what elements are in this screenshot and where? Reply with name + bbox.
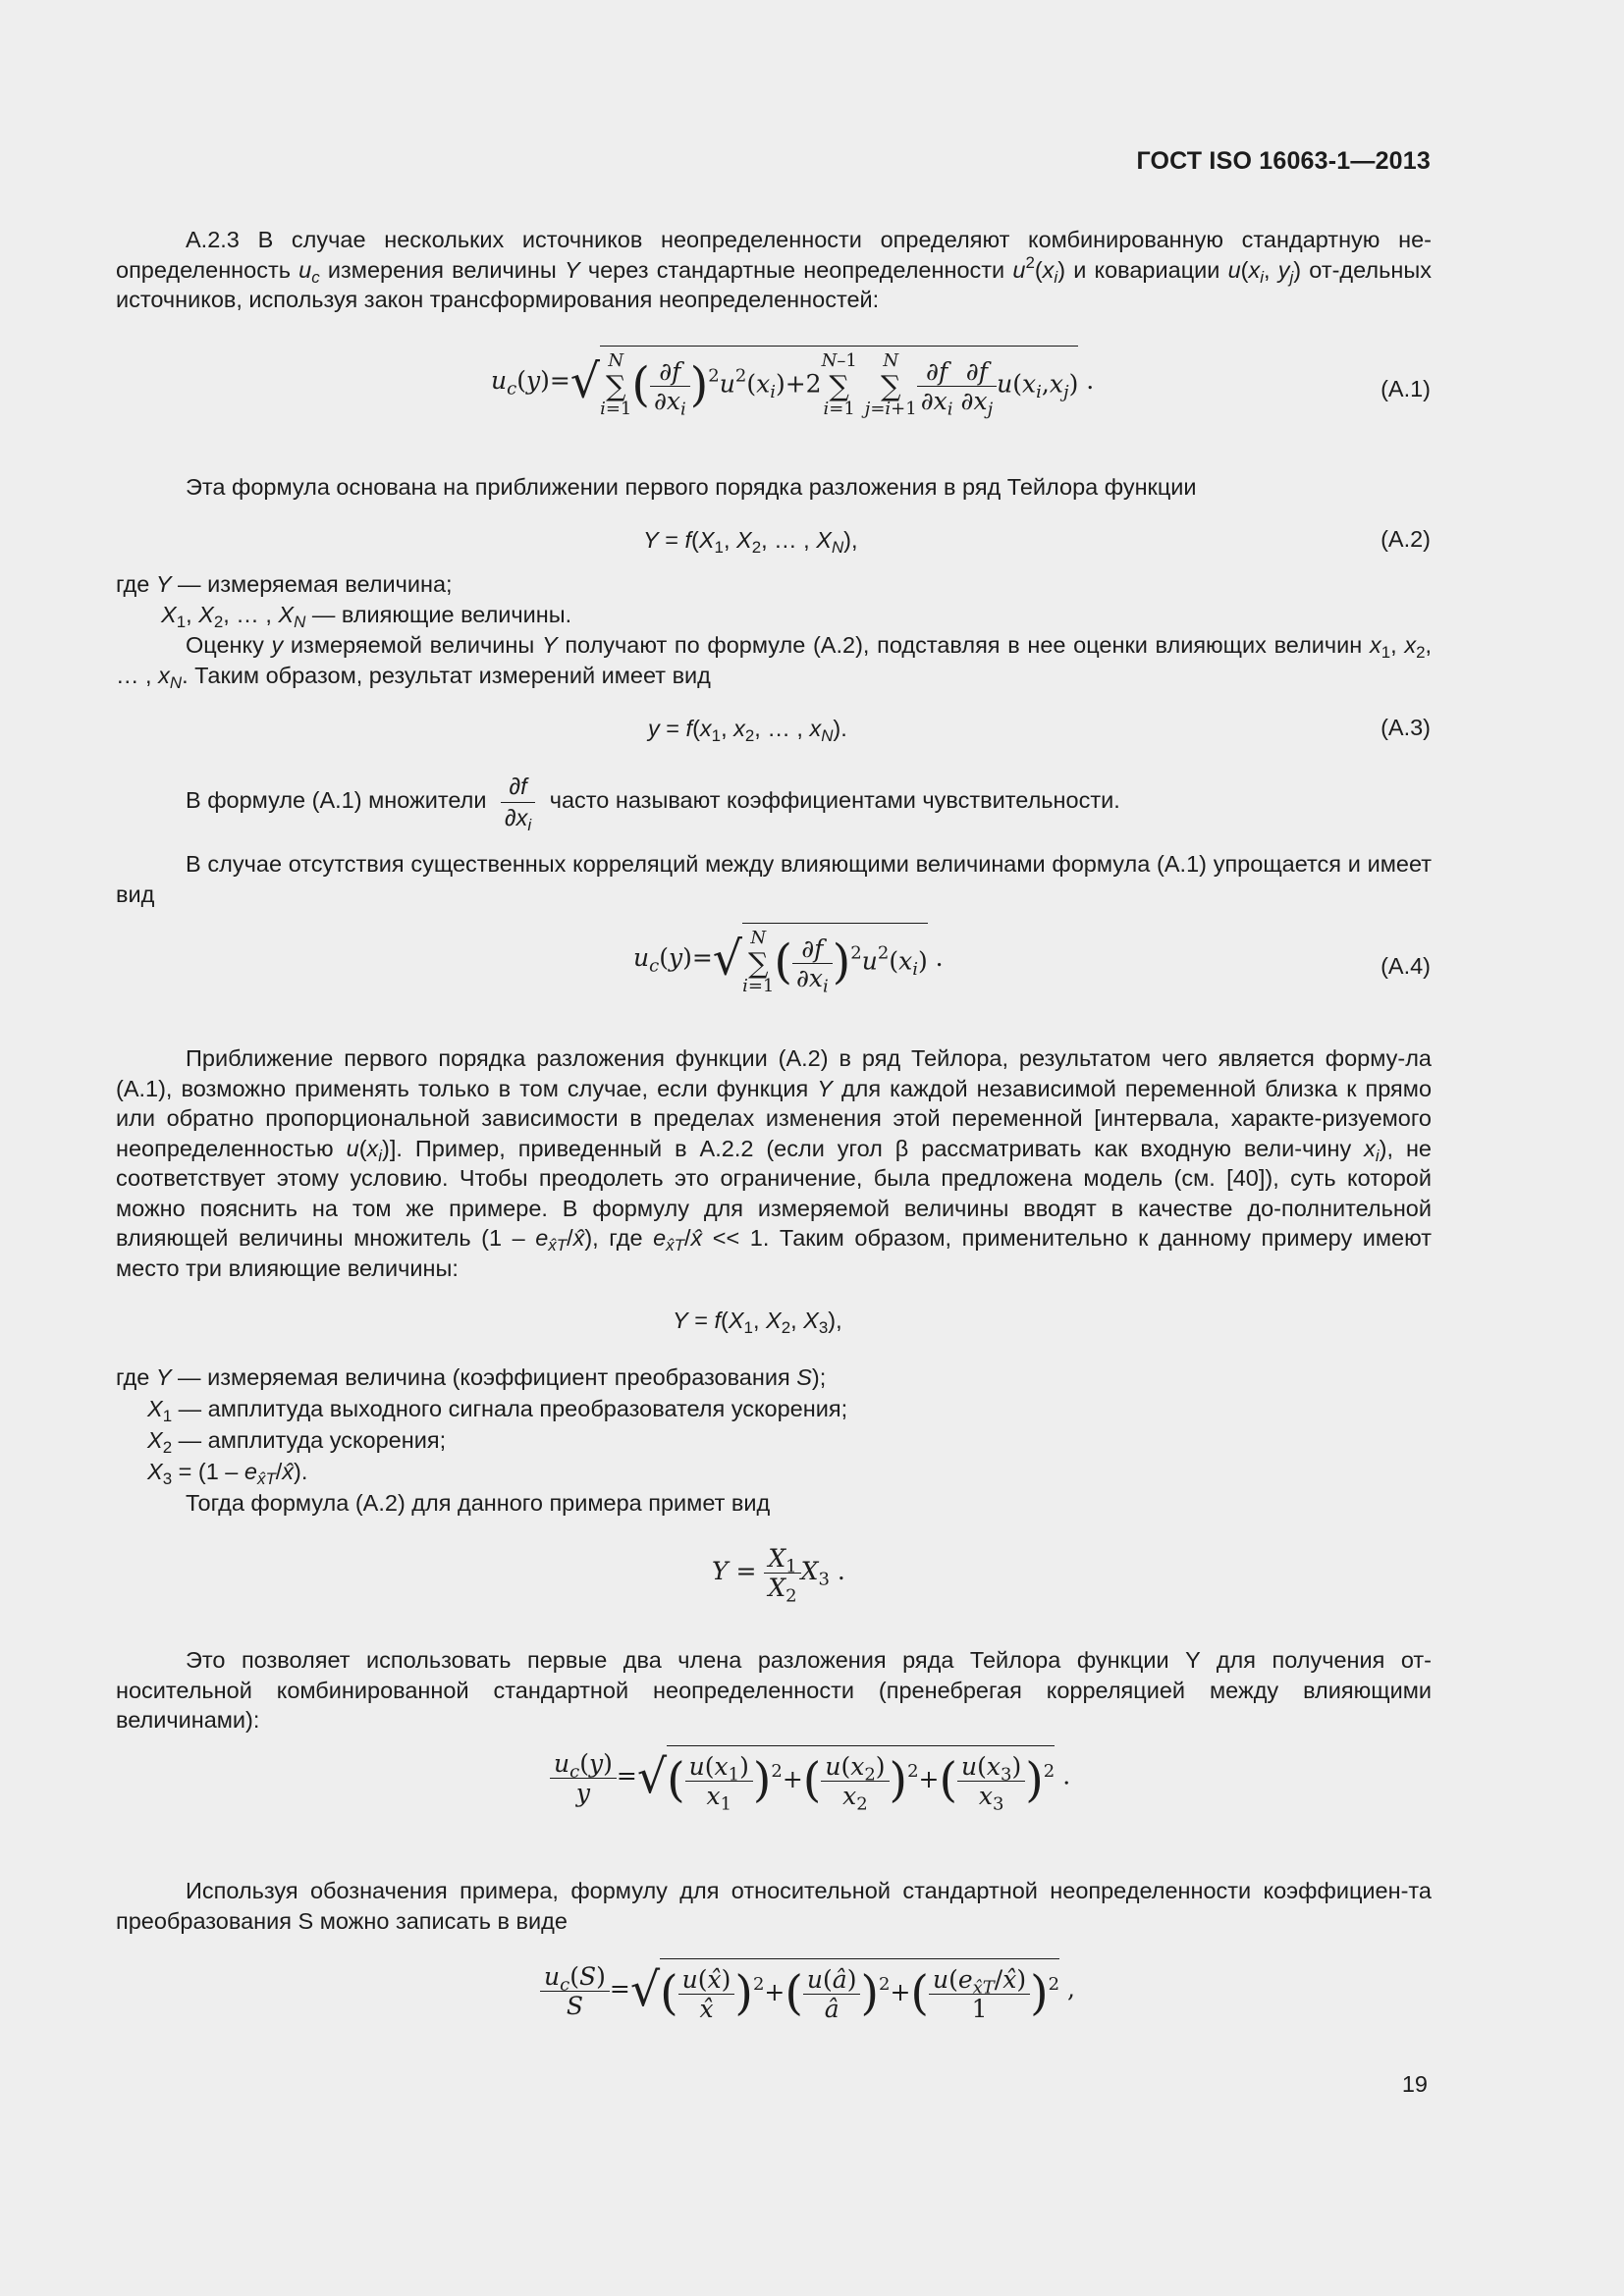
formula-a3: $y = f(x_1$, $x_2$, … , $x_N$). — [648, 716, 847, 746]
where2-x3: $X_3 = (1$ – $e_{x̂T}/x̂$). — [147, 1459, 308, 1489]
where-y: где Y — измеряемая величина; — [116, 571, 453, 597]
paragraph-conversion: Используя обозначения примера, формулу для относительной стандартной неопределенности коэффициен-та преобразования S можно записать в виде — [116, 1878, 1432, 1934]
equation-number-a1: (А.1) — [1380, 376, 1431, 401]
paragraph-sensitivity: В формуле (А.1) множители $\frac{\partial f}{\partial x_i}$ часто называют коэффициентами чувствительности. — [186, 774, 1120, 834]
formula-relative-y: $\frac{u_c(y)}{y}$ =√( $\frac{u(x_1)}{x_1}$ )$^2$+( $\frac{u(x_2)}{x_2}$ )$^2$+( $\frac{u(x_3)}{x_3}$ )$^2$ . — [550, 1745, 1070, 1810]
formula-model: Y = $\frac{X_1}{X_2}$ $X_3$ . — [712, 1544, 845, 1607]
page-number: 19 — [1401, 2071, 1428, 2097]
where2-x2: $X_2$ — амплитуда ускорения; — [147, 1427, 447, 1458]
equation-number-a3: (А.3) — [1380, 715, 1431, 740]
paragraph-estimate: Оценку y измеряемой величины Y получают по формуле (А.2), подставляя в нее оценки влияющих величин $x_1$, $x_2$, … , $x_N$. Таким образом, результат измерений имеет вид — [116, 632, 1433, 692]
where2-x1: $X_1$ — амплитуда выходного сигнала преобразователя ускорения; — [147, 1396, 848, 1426]
where2-y: где Y — измеряемая величина (коэффициент преобразования S); — [116, 1364, 827, 1390]
formula-a2: $Y = f(X_1$, $X_2$, … , $X_N$), — [643, 527, 858, 558]
paragraph-taylor: Эта формула основана на приближении первого порядка разложения в ряд Тейлора функции — [186, 474, 1197, 500]
paragraph-relative: Это позволяет использовать первые два члена разложения ряда Тейлора функции Y для получения от-носительной комбинированной стандартной неопределенности (пренебрегая корреляцией между влияющими величинами): — [116, 1647, 1432, 1733]
where-x: $X_1$, $X_2$, … , $X_N$ — влияющие величины. — [161, 602, 572, 632]
paragraph-no-correlation: В случае отсутствия существенных корреляций между влияющими величинами формула (А.1) упрощается и имеет вид — [116, 851, 1432, 907]
equation-number-a4: (А.4) — [1380, 953, 1431, 979]
formula-relative-s: $\frac{u_c(S)}{S}$ =√( $\frac{u(x̂)}{x̂}$ )$^2$+( $\frac{u(â)}{â}$ )$^2$+( $\frac{u(e_{x̂T}/x̂)}{1}$ )$^2$ , — [540, 1958, 1075, 2023]
paragraph-limitation: Приближение первого порядка разложения функции (А.2) в ряд Тейлора, результатом чего является форму-ла (А.1), возможно применять только в том случае, если функция Y для каждой независимой переменной близка к прямо или обратно пропорциональной зависимости в пределах изменения этой переменной [интервала, характе-ризуемого неопределенностью $u(x_i)$]. Пример, приведенный в А.2.2 (если угол β рассматривать как входную вели-чину $x_i$), не соответствует этому условию. Чтобы преодолеть это ограничение, была предложена модель (см. [40]), суть которой можно пояснить на том же примере. В формулу для измеряемой величины вводят в качестве до-полнительной влияющей величины множитель $(1 - e_{x̂T}/x̂)$, где $e_{x̂T}/x̂ << 1$. Таким образом, применительно к данному примеру имеют место три влияющие величины: — [116, 1045, 1433, 1281]
formula-a1: $u_c(y)=√$ N ∑ i=1( $\frac{\partial f}{\partial x_i}$ )$^2u^2(x_i)+2N-1$ ∑ i=1 N ∑ j=i+1 $\frac{\partial f}{\partial x_i}$ $\frac{\partial f}{\partial x_j}$ $u(x_i,x_j)$ . — [491, 346, 1094, 419]
standard-header: ГОСТ ISO 16063-1—2013 — [1136, 147, 1431, 175]
formula-three-inputs: $Y = f(X_1$, $X_2$, $X_3$), — [673, 1308, 842, 1338]
formula-a4: $u_c(y)=√$ N ∑ i=1( $\frac{\partial f}{\partial x_i}$ )$^2u^2(x_i)$ . — [633, 923, 944, 996]
paragraph-a23: A.2.3 В случае нескольких источников неопределенности определяют комбинированную стандартную не-определенность $u_c$ измерения величины Y через стандартные неопределенности $u^2(x_i)$ и ковариации $u(x_i$, $y_j$) от-дельных источников, используя закон трансформирования неопределенностей: — [116, 227, 1432, 312]
equation-number-a2: (А.2) — [1380, 526, 1431, 552]
paragraph-then: Тогда формула (А.2) для данного примера примет вид — [186, 1490, 771, 1516]
